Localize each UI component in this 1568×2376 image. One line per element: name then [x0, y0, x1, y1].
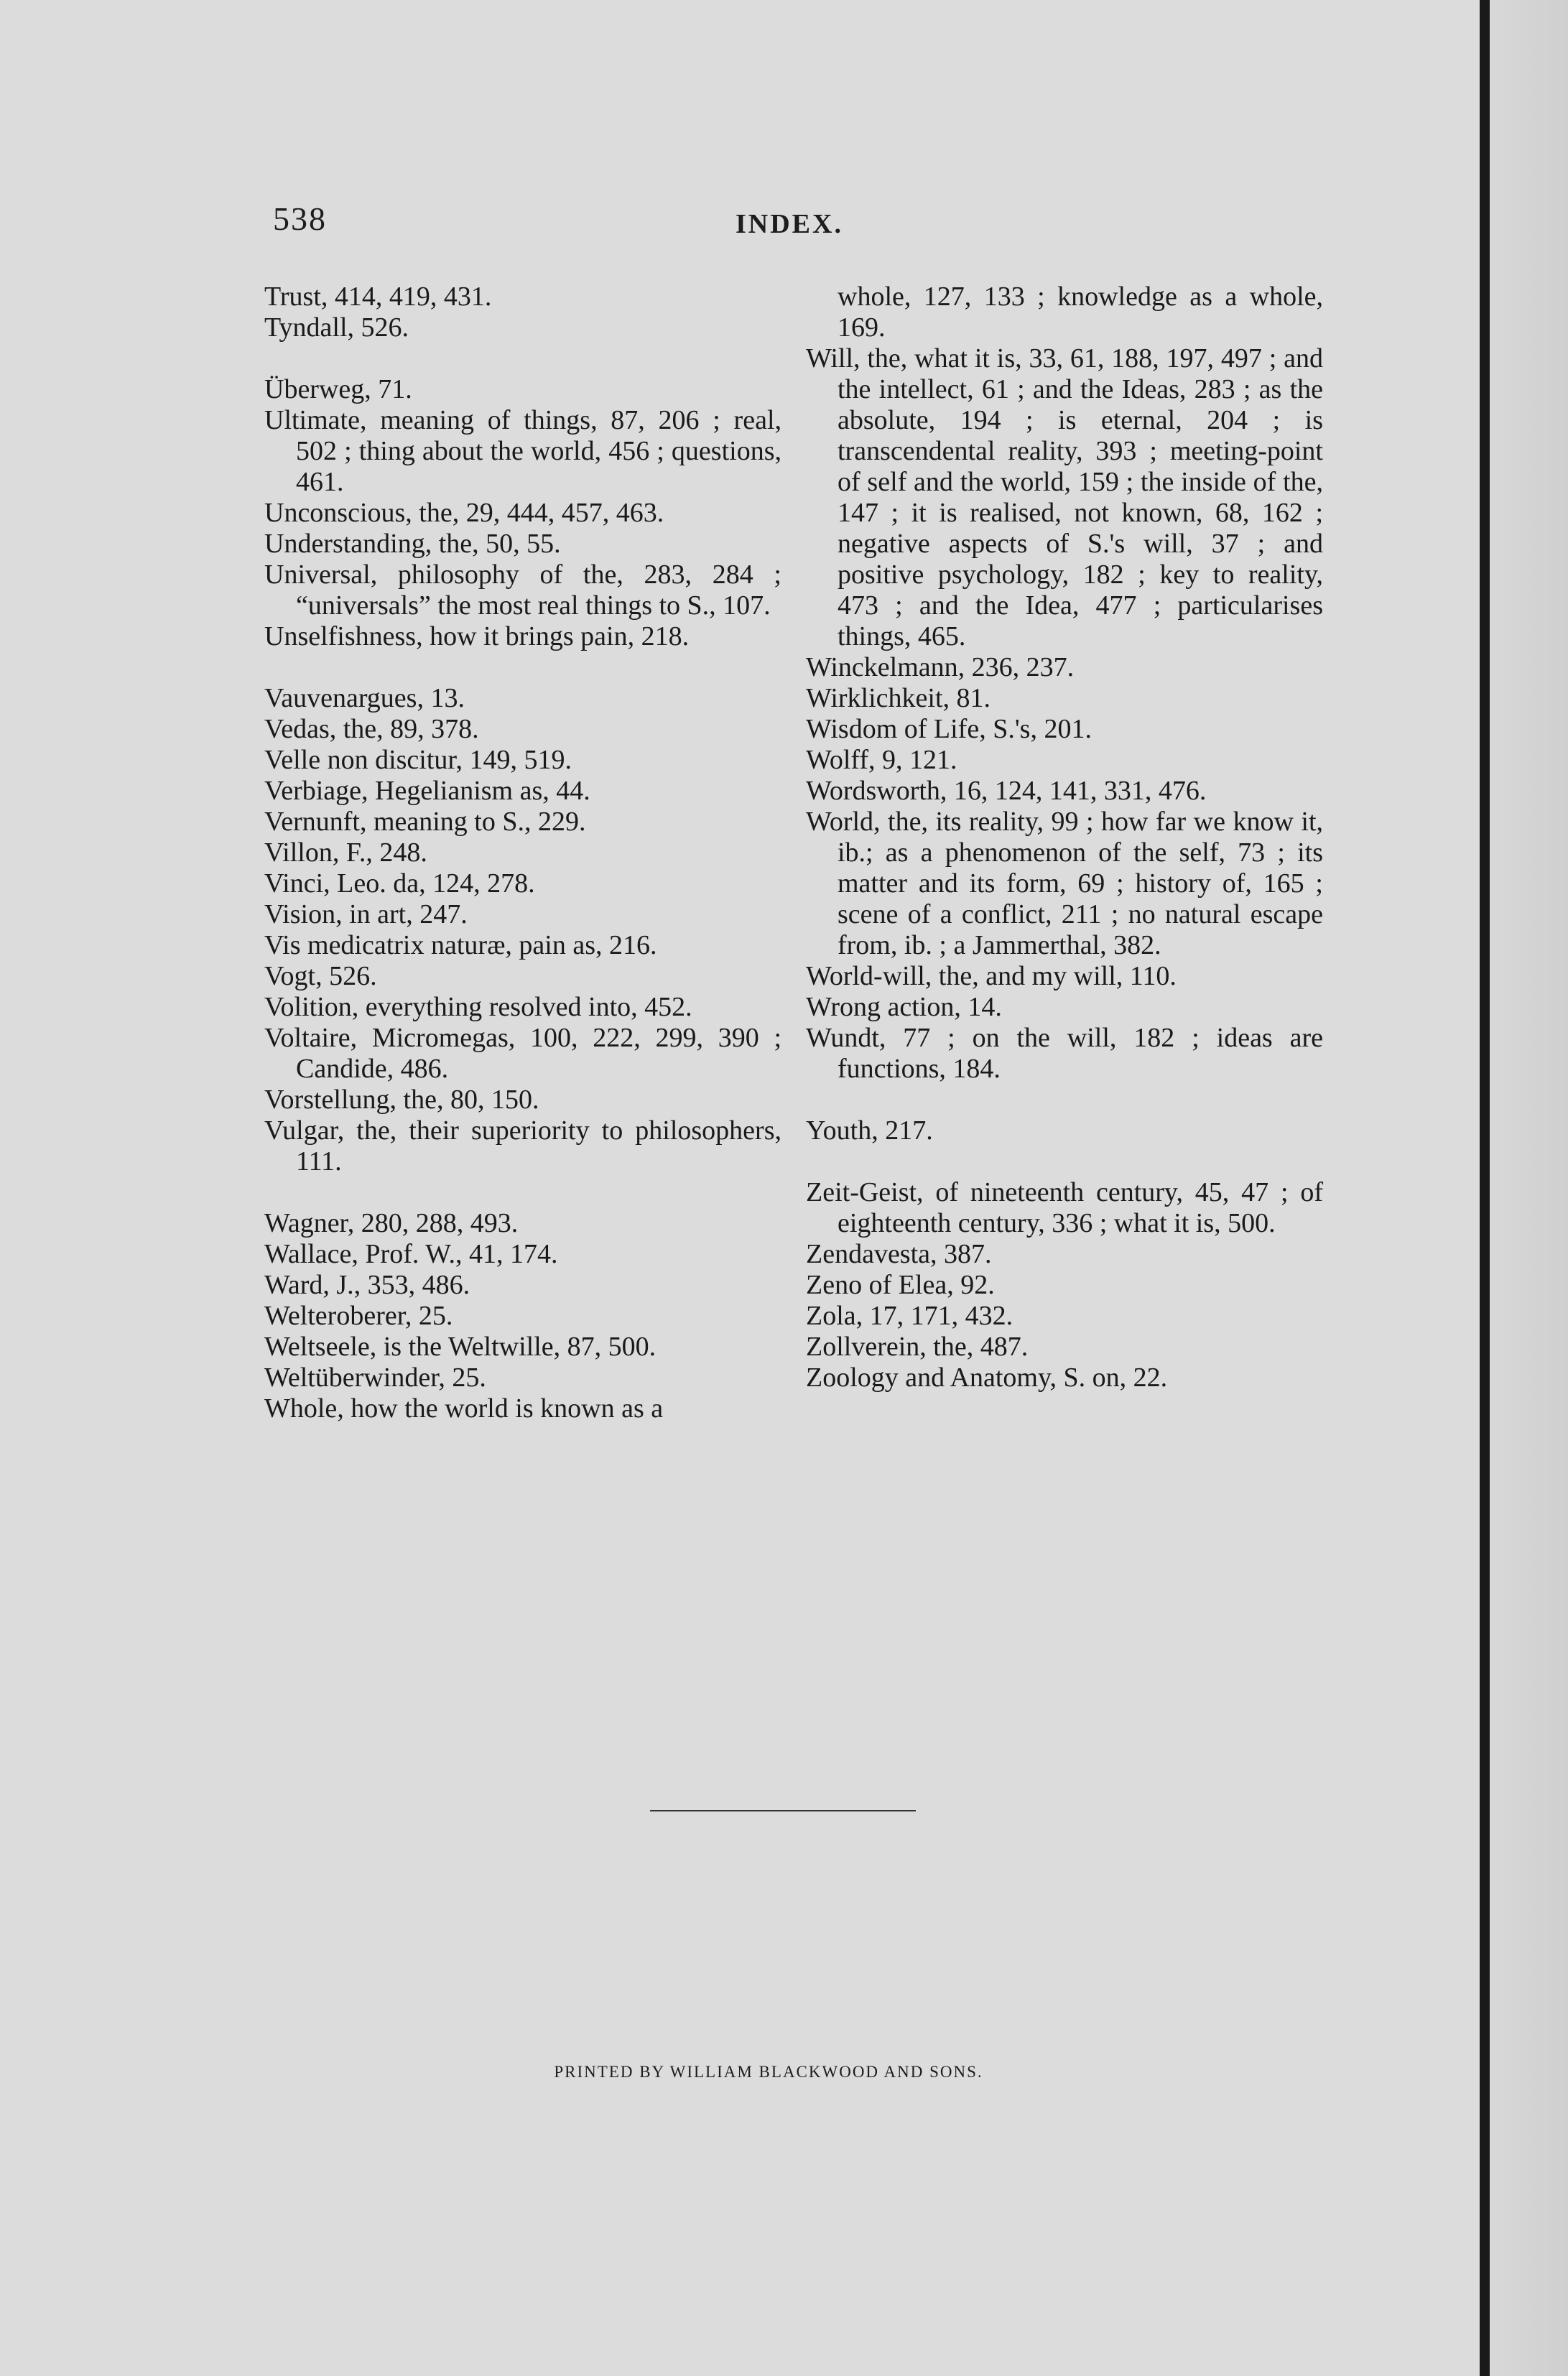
index-entry: Volition, everything resolved into, 452.	[264, 992, 692, 1022]
index-entry: Villon, F., 248.	[264, 837, 427, 868]
index-entry: Zollverein, the, 487.	[806, 1332, 1029, 1362]
index-entry: Wirklichkeit, 81.	[806, 683, 991, 713]
index-entry: Vinci, Leo. da, 124, 278.	[264, 868, 535, 899]
index-entry: Vedas, the, 89, 378.	[264, 714, 479, 744]
entry-gap	[806, 1085, 1323, 1115]
index-entry: Youth, 217.	[806, 1115, 933, 1146]
index-entry: Tyndall, 526.	[264, 312, 409, 343]
page-number: 538	[273, 200, 327, 237]
index-entry: Trust, 414, 419, 431.	[264, 282, 492, 312]
index-entry: Vauvenargues, 13.	[264, 683, 465, 713]
index-entry: Zola, 17, 171, 432.	[806, 1301, 1013, 1331]
index-entry: Will, the, what it is, 33, 61, 188, 197, 497 ; and the intellect, 61 ; and the Ideas, 283 ; as the absolute, 194 ; is eternal, 204 ; is transcendental reality, 393 ; meeting-point of self and the world, 159 ; the inside of the, 147 ; it is realised, not known, 68, 162 ; negative aspects of S.'s will, 37 ; and positive psychology, 182 ; key to reality, 473 ; and the Idea, 477 ; particularises things, 465.	[806, 343, 1323, 651]
index-entry: Verbiage, Hegelianism as, 44.	[264, 776, 590, 806]
index-entry: Voltaire, Micromegas, 100, 222, 299, 390 ; Candide, 486.	[264, 1023, 781, 1084]
index-entry: Wordsworth, 16, 124, 141, 331, 476.	[806, 776, 1207, 806]
entry-gap	[806, 1146, 1323, 1177]
entry-gap	[264, 652, 781, 683]
index-entry: Vorstellung, the, 80, 150.	[264, 1085, 539, 1115]
index-entry: Wallace, Prof. W., 41, 174.	[264, 1239, 558, 1269]
index-entry: Universal, philosophy of the, 283, 284 ; “universals” the most real things to S., 107.	[264, 560, 781, 621]
index-entry: Wagner, 280, 288, 493.	[264, 1208, 519, 1238]
index-entry: Vernunft, meaning to S., 229.	[264, 807, 586, 837]
index-entry: Vis medicatrix naturæ, pain as, 216.	[264, 930, 657, 960]
index-entry: World, the, its reality, 99 ; how far we know it, ib.; as a phenomenon of the self, 73 ; its matter and its form, 69 ; history of, 165 ; scene of a conflict, 211 ; no natural escape from, ib. ; a Jammerthal, 382.	[806, 807, 1323, 960]
index-entry: Velle non discitur, 149, 519.	[264, 745, 572, 775]
index-entry: Ward, J., 353, 486.	[264, 1270, 470, 1300]
index-column-right	[806, 282, 1323, 1393]
index-entry: Unselfishness, how it brings pain, 218.	[264, 621, 690, 651]
index-entry: Überweg, 71.	[264, 374, 412, 404]
running-title: INDEX.	[736, 209, 843, 239]
index-entry: Zeno of Elea, 92.	[806, 1270, 995, 1300]
entry-gap	[264, 1177, 781, 1208]
index-entry: Zeit-Geist, of nineteenth century, 45, 47 ; of eighteenth century, 336 ; what it is, 500.	[806, 1177, 1323, 1238]
printer-imprint	[0, 2063, 1480, 2082]
index-entry: Zoology and Anatomy, S. on, 22.	[806, 1363, 1168, 1393]
index-entry: Wolff, 9, 121.	[806, 745, 957, 775]
index-entry: Understanding, the, 50, 55.	[264, 529, 561, 559]
entry-gap	[264, 343, 781, 374]
index-entry: Wundt, 77 ; on the will, 182 ; ideas are functions, 184.	[806, 1023, 1323, 1084]
index-entry: Vogt, 526.	[264, 961, 377, 991]
index-column-left	[264, 282, 781, 1424]
page-header	[0, 200, 1480, 257]
index-entry: Vulgar, the, their superiority to philosophers, 111.	[264, 1115, 781, 1177]
adjacent-page-edge	[1480, 0, 1568, 2376]
index-entry: Weltseele, is the Weltwille, 87, 500.	[264, 1332, 657, 1362]
index-entry: Whole, how the world is known as a	[264, 1393, 664, 1424]
index-entry: Wrong action, 14.	[806, 992, 1002, 1022]
index-entry: whole, 127, 133 ; knowledge as a whole, 169.	[838, 282, 1323, 343]
index-entry: Weltüberwinder, 25.	[264, 1363, 486, 1393]
index-entry: Winckelmann, 236, 237.	[806, 652, 1075, 682]
index-entry: Wisdom of Life, S.'s, 201.	[806, 714, 1092, 744]
index-entry: Unconscious, the, 29, 444, 457, 463.	[264, 498, 664, 528]
end-rule	[650, 1810, 916, 1811]
index-entry: Ultimate, meaning of things, 87, 206 ; real, 502 ; thing about the world, 456 ; questions, 461.	[264, 405, 781, 497]
index-entry: Zendavesta, 387.	[806, 1239, 992, 1269]
index-entry: World-will, the, and my will, 110.	[806, 961, 1177, 991]
index-entry: Welteroberer, 25.	[264, 1301, 453, 1331]
index-entry: Vision, in art, 247.	[264, 899, 468, 929]
imprint-text: PRINTED BY WILLIAM BLACKWOOD AND SONS.	[554, 2063, 983, 2081]
